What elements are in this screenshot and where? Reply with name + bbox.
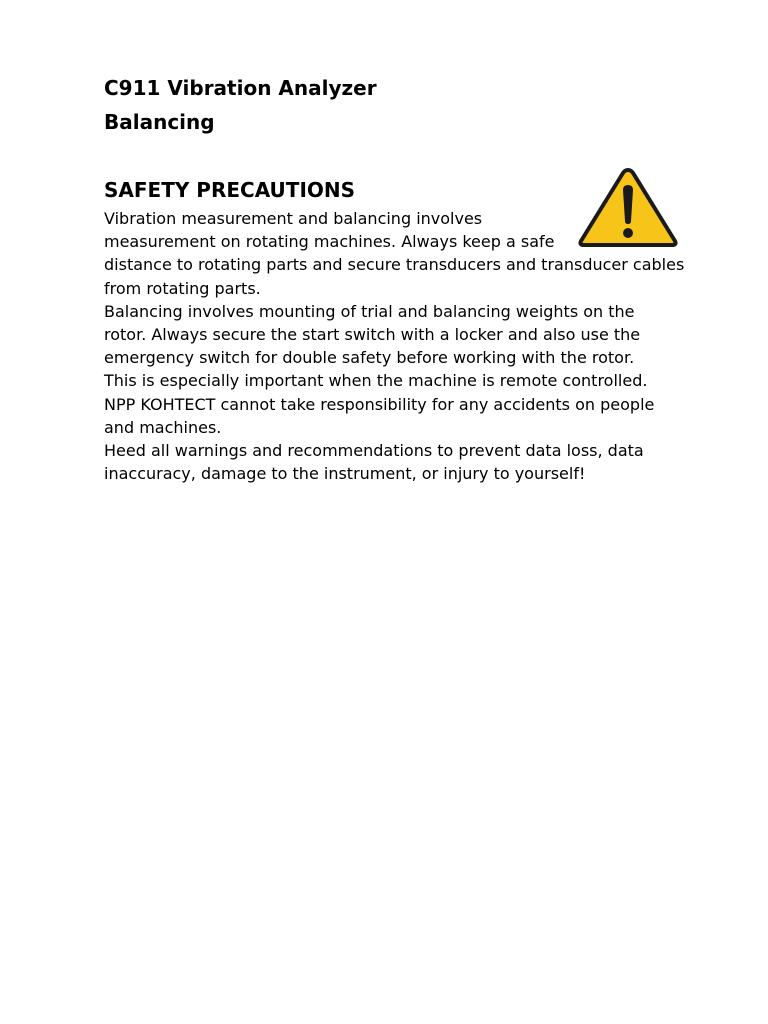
section-heading-safety: SAFETY PRECAUTIONS xyxy=(104,178,356,202)
safety-body-text xyxy=(104,207,704,485)
body-line: inaccuracy, damage to the instrument, or injury to yourself! xyxy=(104,464,586,484)
body-line: emergency switch for double safety before working with the rotor. xyxy=(104,348,635,368)
body-line: NPP KOHTECT cannot take responsibility for any accidents on people xyxy=(104,394,655,414)
body-line: distance to rotating parts and secure transducers and transducer cables xyxy=(104,255,685,275)
document-title: C911 Vibration Analyzer xyxy=(104,76,377,100)
body-line: Heed all warnings and recommendations to prevent data loss, data xyxy=(104,441,644,461)
body-line: and machines. xyxy=(104,417,222,437)
body-line: measurement on rotating machines. Always keep a safe xyxy=(104,232,555,252)
body-line: from rotating parts. xyxy=(104,278,261,298)
body-line: rotor. Always secure the start switch with a locker and also use the xyxy=(104,325,641,345)
document-subtitle: Balancing xyxy=(104,110,215,134)
body-line: Vibration measurement and balancing involves xyxy=(104,209,483,228)
body-line: This is especially important when the machine is remote controlled. xyxy=(104,371,648,391)
body-line: Balancing involves mounting of trial and balancing weights on the xyxy=(104,301,635,321)
